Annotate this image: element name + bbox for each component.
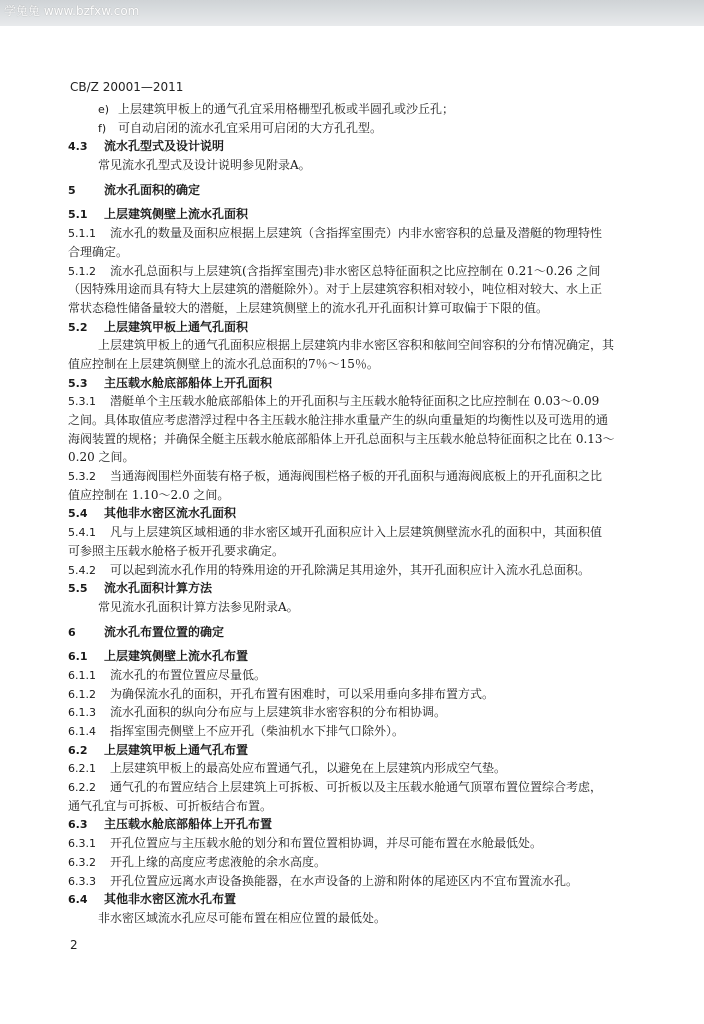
section-heading <box>68 137 656 156</box>
clause-number: 5.3 <box>68 376 88 390</box>
clause-text: 常见流水孔面积计算方法参见附录A。 <box>98 599 299 614</box>
clause-text: 之间。具体取值应考虑潜浮过程中各主压载水舱注排水重量产生的纵向重量矩的均衡性以及可选用的通 <box>68 413 609 427</box>
clause-text: 开孔上缘的高度应考虑液舱的余水高度。 <box>110 854 327 869</box>
clause-text: 上层建筑甲板上的通气孔宜采用格栅型孔板或半圆孔或沙丘孔； <box>118 102 455 116</box>
continuation-line <box>68 411 656 430</box>
clause-text: 上层建筑甲板上通气孔面积 <box>104 319 249 334</box>
clause-number: 5.4 <box>68 507 88 521</box>
clause-number: 6.1.2 <box>68 687 96 701</box>
clause-line <box>68 703 656 722</box>
clause-number: 6 <box>68 625 76 639</box>
clause-text: （因特殊用途而具有特大上层建筑的潜艇除外）。对于上层建筑容积相对较小，吨位相对较大、水上正 <box>68 282 603 297</box>
clause-line <box>68 722 656 741</box>
section-heading <box>68 374 656 393</box>
clause-number: 5.4.1 <box>68 526 96 540</box>
clause-number: 6.3.3 <box>68 874 96 888</box>
continuation-line <box>68 797 656 816</box>
clause-text: 流水孔面积计算方法 <box>104 581 213 596</box>
clause-line <box>68 759 656 778</box>
clause-line <box>68 872 656 891</box>
section-heading <box>68 205 656 224</box>
clause-number: 6.2 <box>68 743 88 757</box>
clause-text: 合理确定。 <box>68 244 129 259</box>
clause-line <box>68 778 656 797</box>
section-heading <box>68 504 656 523</box>
clause-text: 上层建筑甲板上的最高处应布置通气孔，以避免在上层建筑内形成空气垫。 <box>110 761 507 776</box>
paragraph-line <box>68 909 656 928</box>
clause-number: 6.3.1 <box>68 837 96 851</box>
clause-number: 5.1 <box>68 208 88 222</box>
clause-line <box>68 666 656 685</box>
clause-line <box>68 523 656 542</box>
clause-number: f) <box>98 121 107 135</box>
clause-number: 6.1.1 <box>68 668 96 682</box>
continuation-line <box>68 280 656 299</box>
clause-number: 6.4 <box>68 893 88 907</box>
clause-line <box>68 853 656 872</box>
clause-text: 上层建筑侧壁上流水孔布置 <box>104 649 249 664</box>
clause-text: 上层建筑侧壁上流水孔面积 <box>104 207 249 222</box>
clause-text: 常状态稳性储备量较大的潜艇，上层建筑侧壁上的流水孔开孔面积计算可取偏于下限的值。 <box>68 300 549 315</box>
clause-text: 主压载水舱底部船体上开孔面积 <box>104 375 273 390</box>
clause-number: 6.2.1 <box>68 762 96 776</box>
clause-text: 通气孔的布置应结合上层建筑上可拆板、可折板以及主压载水舱通气顶罩布置位置综合考虑， <box>110 780 603 795</box>
list-item <box>68 119 656 138</box>
clause-number: 5.3.2 <box>68 470 96 484</box>
clause-number: 5.1.1 <box>68 227 96 241</box>
clause-text: 指挥室围壳侧壁上不应开孔（柴油机水下排气口除外）。 <box>110 724 405 738</box>
clause-text: 开孔位置应远离水声设备换能器，在水声设备的上游和附体的尾迹区内不宜布置流水孔。 <box>110 873 579 888</box>
watermark-banner: 学兔兔 www.bzfxw.com <box>0 0 704 26</box>
section-heading <box>68 623 656 642</box>
clause-number: 6.3.2 <box>68 855 96 869</box>
clause-number: 5.1.2 <box>68 264 96 278</box>
continuation-line <box>68 430 656 449</box>
clause-line <box>68 262 656 281</box>
clause-text: 凡与上层建筑区域相通的非水密区域开孔面积应计入上层建筑侧壁流水孔的面积中，其面积值 <box>110 525 603 540</box>
clause-text: 流水孔面积的纵向分布应与上层建筑非水密容积的分布相协调。 <box>110 705 447 720</box>
clause-text: 潜艇单个主压载水舱底部船体上的开孔面积与主压载水舱特征面积之比应控制在 0.03～0.09 <box>110 394 600 409</box>
clause-text: 流水孔布置位置的确定 <box>104 624 225 639</box>
clause-text: 海阀装置的规格；并确保全艇主压载水舱底部船体上开孔总面积与主压载水舱总特征面积之比在 0.13～ <box>68 431 615 446</box>
clause-line <box>68 392 656 411</box>
clause-text: 流水孔面积的确定 <box>104 182 201 197</box>
clause-text: 当通海阀围栏外面装有格子板，通海阀围栏格子板的开孔面积与通海阀底板上的开孔面积之比 <box>110 469 603 484</box>
clause-text: 为确保流水孔的面积，开孔布置有困难时，可以采用垂向多排布置方式。 <box>110 686 495 701</box>
section-heading <box>68 181 656 200</box>
clause-text: 可参照主压载水舱格子板开孔要求确定。 <box>68 543 285 558</box>
clause-text: 可以起到流水孔作用的特殊用途的开孔除满足其用途外，其开孔面积应计入流水孔总面积。 <box>110 562 591 577</box>
section-heading <box>68 815 656 834</box>
clause-number: 4.3 <box>68 140 88 154</box>
clause-number: e) <box>98 103 110 116</box>
clause-text: 值应控制在 1.10～2.0 之间。 <box>68 487 230 502</box>
continuation-line <box>68 243 656 262</box>
list-item <box>68 100 656 119</box>
continuation-line <box>68 355 656 374</box>
clause-number: 6.2.2 <box>68 781 96 795</box>
clause-number: 5.5 <box>68 582 88 596</box>
clause-line <box>68 561 656 580</box>
clause-text: 上层建筑甲板上通气孔布置 <box>104 742 249 757</box>
clause-line <box>68 224 656 243</box>
clause-text: 值应控制在上层建筑侧壁上的流水孔总面积的7％～15％。 <box>68 356 379 371</box>
clause-number: 6.3 <box>68 818 88 832</box>
clause-text: 主压载水舱底部船体上开孔布置 <box>104 817 273 832</box>
clause-text: 0.20 之间。 <box>68 450 135 465</box>
clause-text: 流水孔的布置位置应尽量低。 <box>110 667 267 682</box>
section-heading <box>68 579 656 598</box>
clause-line <box>68 467 656 486</box>
clause-text: 通气孔宜与可拆板、可折板结合布置。 <box>68 798 273 813</box>
clause-number: 6.1.4 <box>68 725 96 738</box>
page-number: 2 <box>70 938 78 952</box>
section-heading <box>68 741 656 760</box>
document-code: CB/Z 20001—2011 <box>70 80 184 94</box>
clause-text: 非水密区域流水孔应尽可能布置在相应位置的最低处。 <box>98 910 387 925</box>
section-heading <box>68 890 656 909</box>
clause-number: 5 <box>68 183 76 197</box>
clause-text: 其他非水密区流水孔面积 <box>104 506 237 521</box>
section-heading <box>68 318 656 337</box>
section-heading <box>68 647 656 666</box>
clause-text: 常见流水孔型式及设计说明参见附录A。 <box>98 158 311 173</box>
clause-number: 6.1 <box>68 650 88 664</box>
clause-number: 5.2 <box>68 320 88 334</box>
continuation-line <box>68 486 656 505</box>
clause-text: 可自动启闭的流水孔宜采用可启闭的大方孔孔型。 <box>118 120 383 135</box>
continuation-line <box>68 448 656 467</box>
paragraph-line <box>68 156 656 175</box>
paragraph-line <box>68 598 656 617</box>
continuation-line <box>68 542 656 561</box>
continuation-line <box>68 299 656 318</box>
document-body <box>68 100 656 928</box>
clause-text: 上层建筑甲板上的通气孔面积应根据上层建筑内非水密区容积和舷间空间容积的分布情况确定，其 <box>98 338 615 353</box>
clause-text: 开孔位置应与主压载水舱的划分和布置位置相协调，并尽可能布置在水舱最低处。 <box>110 836 543 851</box>
clause-text: 其他非水密区流水孔布置 <box>104 892 237 907</box>
clause-text: 流水孔型式及设计说明 <box>104 139 225 154</box>
clause-line <box>68 685 656 704</box>
clause-line <box>68 834 656 853</box>
clause-number: 6.1.3 <box>68 706 96 720</box>
clause-number: 5.4.2 <box>68 563 96 577</box>
clause-number: 5.3.1 <box>68 395 96 409</box>
clause-text: 流水孔总面积与上层建筑(含指挥室围壳)非水密区总特征面积之比应控制在 0.21～0.26 之间 <box>110 263 601 278</box>
clause-text: 流水孔的数量及面积应根据上层建筑（含指挥室围壳）内非水密容积的总量及潜艇的物理特性 <box>110 226 603 241</box>
paragraph-line <box>68 336 656 355</box>
